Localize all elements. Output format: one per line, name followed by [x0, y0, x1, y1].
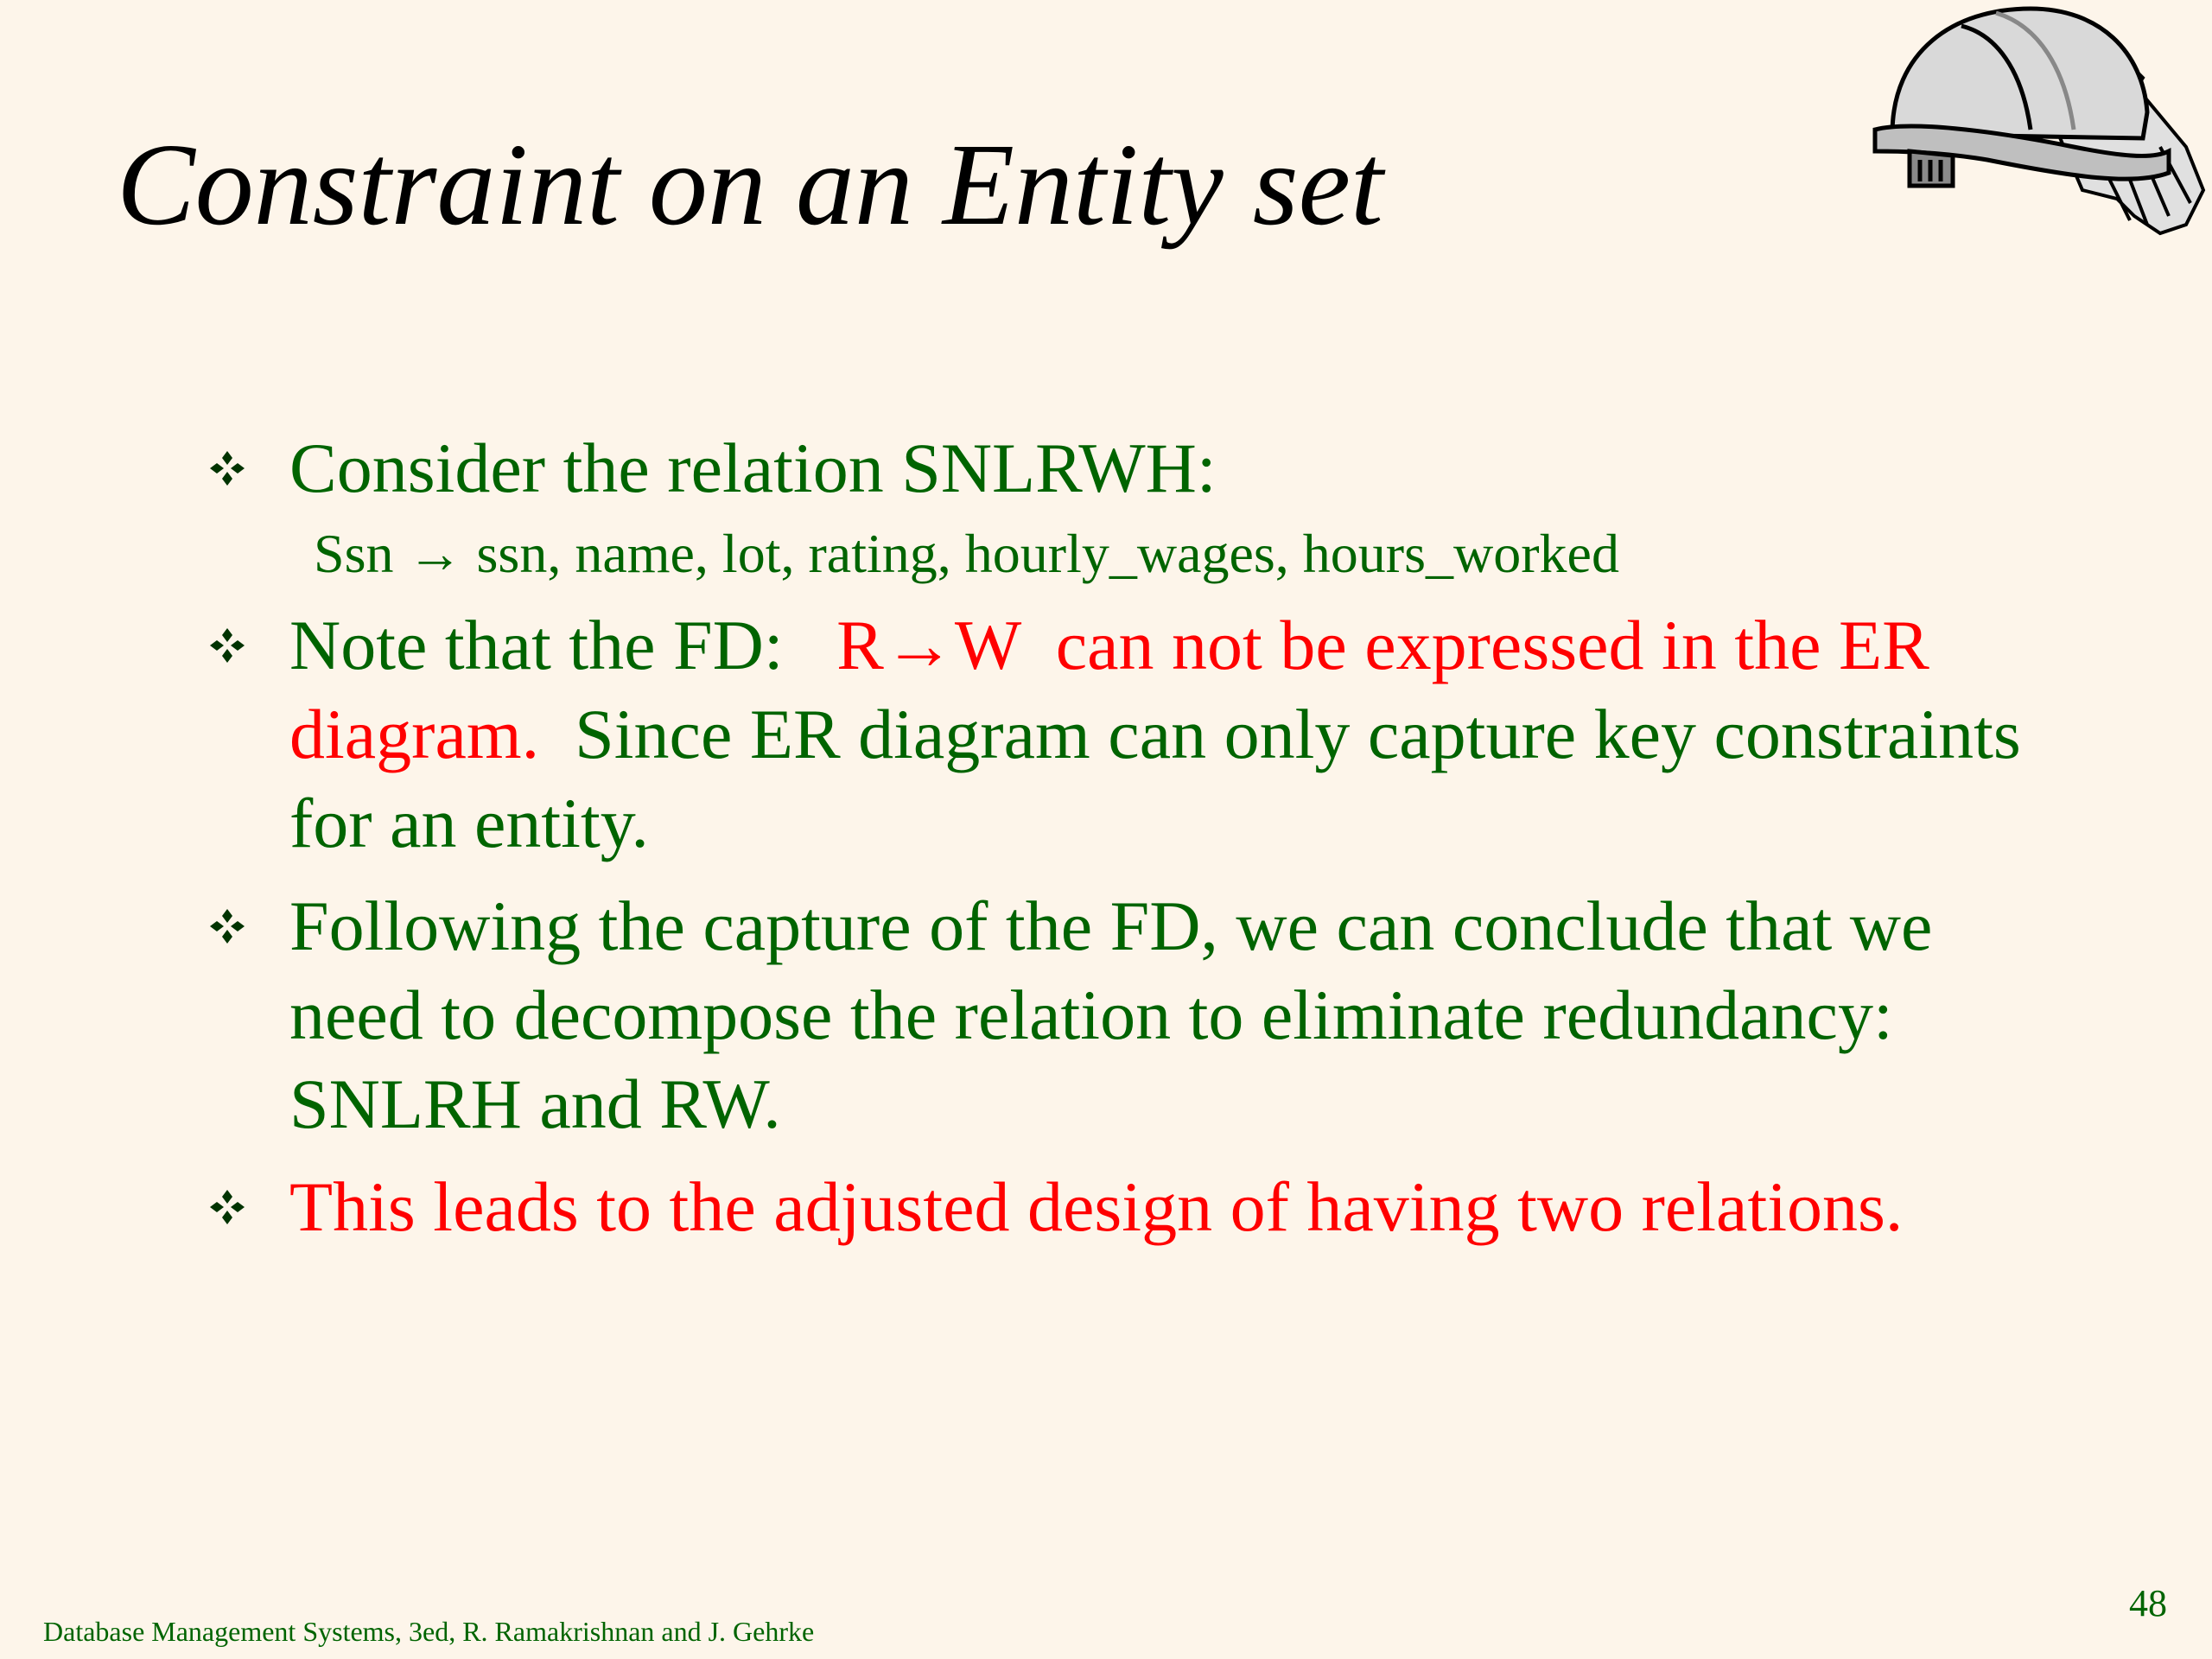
fd-subline — [203, 519, 2061, 588]
bullet-text: Note that the FD: — [289, 606, 837, 684]
bullet-text: Consider the relation SNLRWH: — [289, 429, 1217, 507]
fd-rhs: ssn, name, lot, rating, hourly_wages, hours_worked — [476, 523, 1619, 584]
bullet-item-4 — [203, 1162, 2061, 1251]
fd-r: R — [836, 606, 884, 684]
diamond-cluster-icon — [203, 444, 251, 493]
fd-arrow: → — [407, 523, 463, 584]
bullet-item-2 — [203, 601, 2061, 868]
highlight-text: can not be expressed in the ER diagram. — [289, 606, 1948, 773]
fd-w: W — [954, 606, 1020, 684]
bullet-text-continued: Since ER diagram can only capture key constraints for an entity. — [289, 695, 2039, 862]
page-number: 48 — [2129, 1582, 2167, 1624]
slide-footer: Database Management Systems, 3ed, R. Ramakrishnan and J. Gehrke — [43, 1616, 815, 1647]
hardhat-and-gloves-icon — [1858, 0, 2212, 251]
fd-lhs: Ssn — [314, 523, 394, 584]
slide-title: Constraint on an Entity set — [117, 120, 1383, 250]
diamond-cluster-icon — [203, 902, 251, 950]
bullet-item-3 — [203, 881, 2061, 1148]
diamond-cluster-icon — [203, 1183, 251, 1231]
diamond-cluster-icon — [203, 621, 251, 670]
fd-arrow: → — [883, 606, 955, 684]
bullet-list — [203, 423, 2061, 1258]
bullet-text: This leads to the adjusted design of having two relations. — [289, 1167, 1904, 1246]
bullet-item-1 — [203, 423, 2061, 512]
bullet-text: Following the capture of the FD, we can conclude that we need to decompose the relation to eliminate redundancy: SNLRH and RW. — [289, 887, 1933, 1143]
